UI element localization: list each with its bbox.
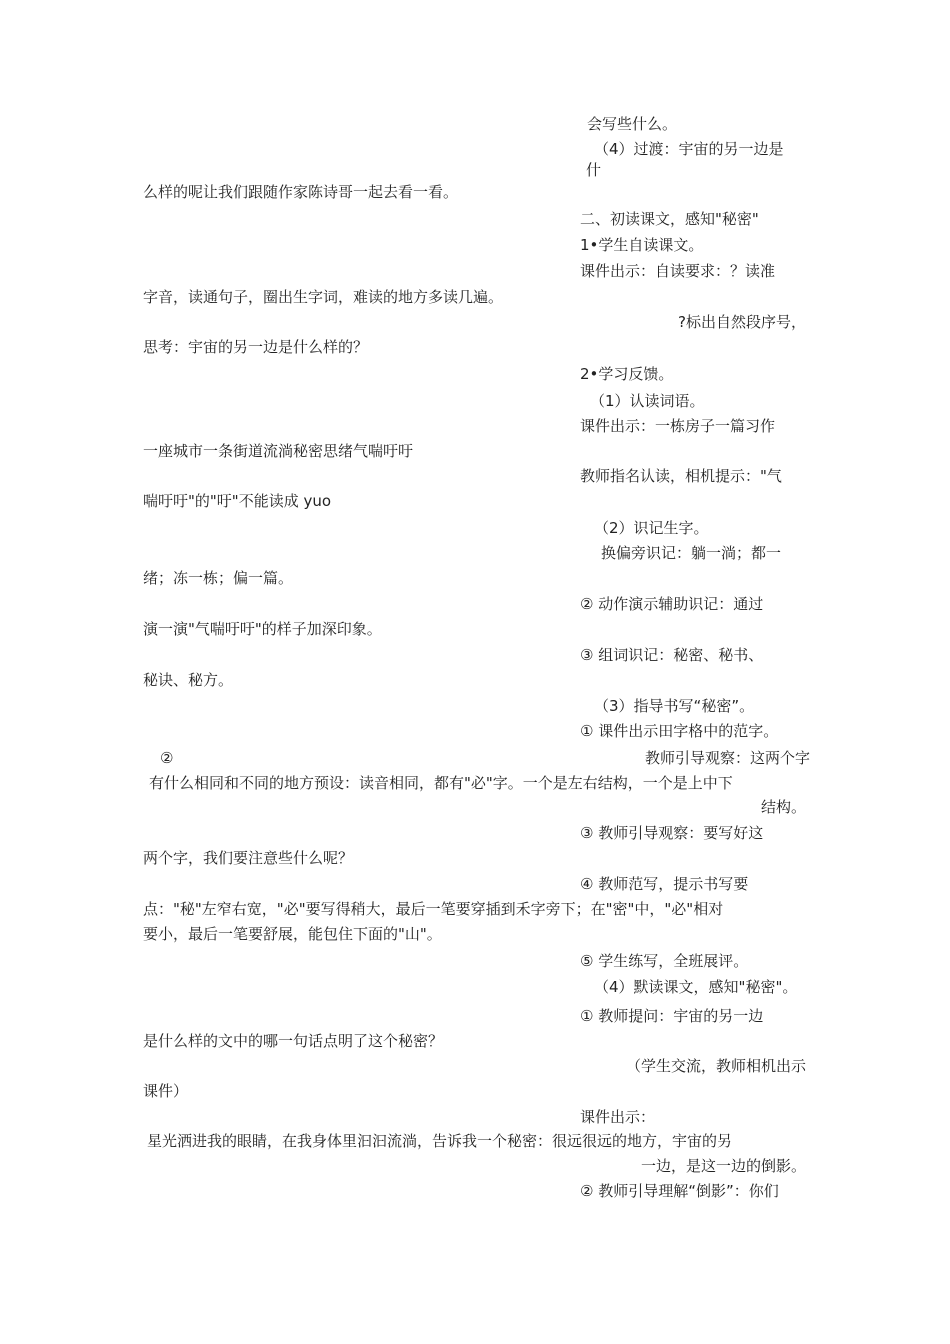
text-line: 喘吁吁"的"吁"不能读成 yuo [143, 492, 332, 510]
text-line: ① 课件出示田字格中的范字。 [580, 722, 779, 740]
text-line: ③ 组词识记：秘密、秘书、 [580, 646, 764, 664]
text-line: 课件出示：一栋房子一篇习作 [580, 417, 776, 435]
text-line: （2）识记生字。 [594, 519, 709, 537]
text-line: 会写些什么。 [587, 115, 678, 133]
text-line: （3）指导书写“秘密”。 [594, 697, 755, 715]
text-line: ① 教师提问：宇宙的另一边 [580, 1007, 764, 1025]
text-line: 一边，是这一边的倒影。 [640, 1157, 806, 1175]
text-line: 绪；冻一栋；偏一篇。 [143, 569, 294, 587]
text-line: 教师引导观察：这两个字 [644, 749, 810, 767]
text-line: 字音，读通句子，圈出生字词，难读的地方多读几遍。 [143, 288, 504, 306]
text-line: 结构。 [760, 798, 806, 816]
text-line: 秘诀、秘方。 [143, 671, 234, 689]
text-line: ③ 教师引导观察：要写好这 [580, 824, 764, 842]
text-line: 什 [586, 161, 602, 179]
text-line: 课件出示： [580, 1108, 656, 1126]
text-line: 星光洒进我的眼睛，在我身体里汩汩流淌，告诉我一个秘密：很远很远的地方，宇宙的另 [147, 1132, 733, 1150]
text-line: 点："秘"左窄右宽，"必"要写得稍大，最后一笔要穿插到禾字旁下；在"密"中，"必"相对 [143, 900, 724, 918]
text-line: 么样的呢让我们跟随作家陈诗哥一起去看一看。 [143, 183, 459, 201]
text-line: 1•学生自读课文。 [580, 236, 704, 254]
text-line: 换偏旁识记：躺一淌；都一 [601, 544, 782, 562]
text-line: （4）过渡：宇宙的另一边是 [594, 140, 784, 158]
text-line: 2•学习反馈。 [580, 365, 674, 383]
text-line: 演一演"气喘吁吁"的样子加深印象。 [143, 620, 382, 638]
text-line: （1）认读词语。 [590, 392, 705, 410]
text-line: ⑤ 学生练写，全班展评。 [580, 952, 749, 970]
text-line: （学生交流，教师相机出示 [625, 1057, 806, 1075]
text-line: 课件出示：自读要求：？读准 [580, 262, 776, 280]
text-line: 是什么样的文中的哪一句话点明了这个秘密？ [143, 1032, 444, 1050]
section-heading: 二、初读课文，感知"秘密" [580, 210, 759, 228]
text-line: 一座城市一条街道流淌秘密思绪气喘吁吁 [143, 442, 414, 460]
text-line: 教师指名认读，相机提示："气 [580, 467, 782, 485]
text-line: （4）默读课文，感知"秘密"。 [594, 978, 798, 996]
text-line: 要小，最后一笔要舒展，能包住下面的"山"。 [143, 925, 442, 943]
text-line: ④ 教师范写，提示书写要 [580, 875, 749, 893]
text-line: ② [160, 749, 174, 767]
text-line: ② 教师引导理解“倒影”：你们 [580, 1182, 779, 1200]
text-line: 课件） [143, 1082, 189, 1100]
text-line: ② 动作演示辅助识记：通过 [580, 595, 764, 613]
text-line: ?标出自然段序号， [678, 313, 806, 331]
text-line: 有什么相同和不同的地方预设：读音相同，都有"必"字。一个是左右结构，一个是上中下 [149, 774, 733, 792]
text-line: 两个字，我们要注意些什么呢？ [143, 849, 354, 867]
text-line: 思考：宇宙的另一边是什么样的？ [143, 338, 369, 356]
